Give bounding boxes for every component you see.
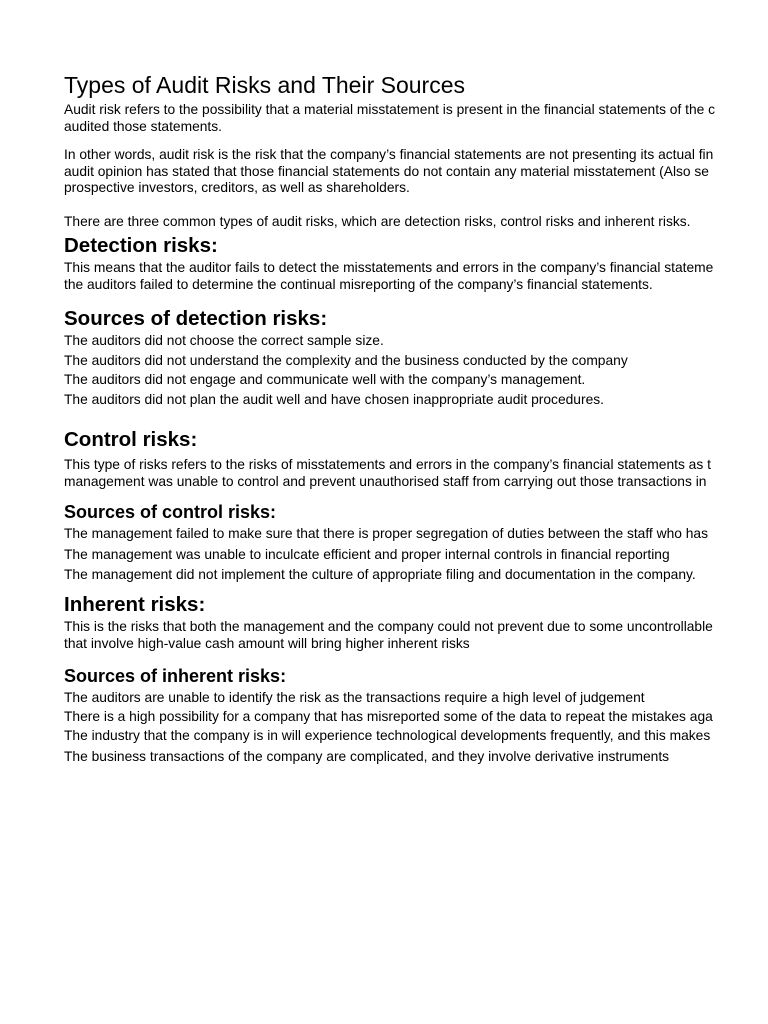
document-page (64, 70, 768, 768)
inherent-sources-heading: Sources of inherent risks: (64, 666, 287, 687)
text-line: This type of risks refers to the risks of misstatements and errors in the company’s financial statements as t (64, 457, 711, 473)
list-item: The auditors did not plan the audit well and have chosen inappropriate audit procedures. (64, 391, 604, 407)
detection-risks-heading: Detection risks: (64, 234, 218, 257)
detection-sources-heading: Sources of detection risks: (64, 307, 328, 330)
list-item: There is a high possibility for a company that has misreported some of the data to repeat the mistakes aga (64, 709, 713, 725)
control-sources-list (64, 523, 768, 585)
list-item: The business transactions of the company are complicated, and they involve derivative instruments (64, 749, 670, 765)
list-item: The auditors did not engage and communicate well with the company’s management. (64, 372, 586, 388)
inherent-sources-list (64, 688, 768, 768)
intro-paragraph-2 (64, 147, 768, 197)
intro-paragraph-3: There are three common types of audit risks, which are detection risks, control risks and inherent risks. (64, 213, 691, 229)
control-risks-heading: Control risks: (64, 428, 198, 452)
text-line: prospective investors, creditors, as well as shareholders. (64, 180, 410, 195)
detection-sources-list (64, 331, 768, 409)
text-line: audited those statements. (64, 118, 222, 134)
text-line: Audit risk refers to the possibility that a material misstatement is present in the financial statements of the c (64, 102, 716, 117)
text-line: This is the risks that both the management and the company could not prevent due to some uncontrollable (64, 619, 713, 635)
text-line: In other words, audit risk is the risk that the company’s financial statements are not presenting its actual fin (64, 147, 714, 162)
document-title: Types of Audit Risks and Their Sources (64, 72, 465, 98)
list-item: The industry that the company is in will experience technological developments frequently, and this makes (64, 728, 711, 744)
inherent-risks-body (64, 619, 768, 652)
intro-paragraph (64, 102, 768, 135)
control-risks-body (64, 457, 768, 490)
text-line: This means that the auditor fails to detect the misstatements and errors in the company’s financial stateme (64, 260, 714, 275)
list-item: The management did not implement the culture of appropriate filing and documentation in the company. (64, 567, 696, 583)
text-line: audit opinion has stated that those financial statements do not contain any material misstatement (Also se (64, 163, 709, 179)
control-sources-heading: Sources of control risks: (64, 502, 277, 523)
text-line: management was unable to control and prevent unauthorised staff from carrying out those transactions in (64, 473, 707, 489)
list-item: The management was unable to inculcate efficient and proper internal controls in financial reporting (64, 547, 670, 563)
inherent-risks-heading: Inherent risks: (64, 593, 206, 617)
list-item: The management failed to make sure that there is proper segregation of duties between the staff who has (64, 526, 708, 542)
list-item: The auditors did not understand the complexity and the business conducted by the company (64, 352, 628, 368)
list-item: The auditors are unable to identify the risk as the transactions require a high level of judgement (64, 690, 645, 706)
detection-risks-body (64, 260, 768, 293)
list-item: The auditors did not choose the correct sample size. (64, 333, 384, 348)
text-line: the auditors failed to determine the continual misreporting of the company’s financial statements. (64, 276, 653, 292)
text-line: that involve high-value cash amount will bring higher inherent risks (64, 635, 470, 651)
